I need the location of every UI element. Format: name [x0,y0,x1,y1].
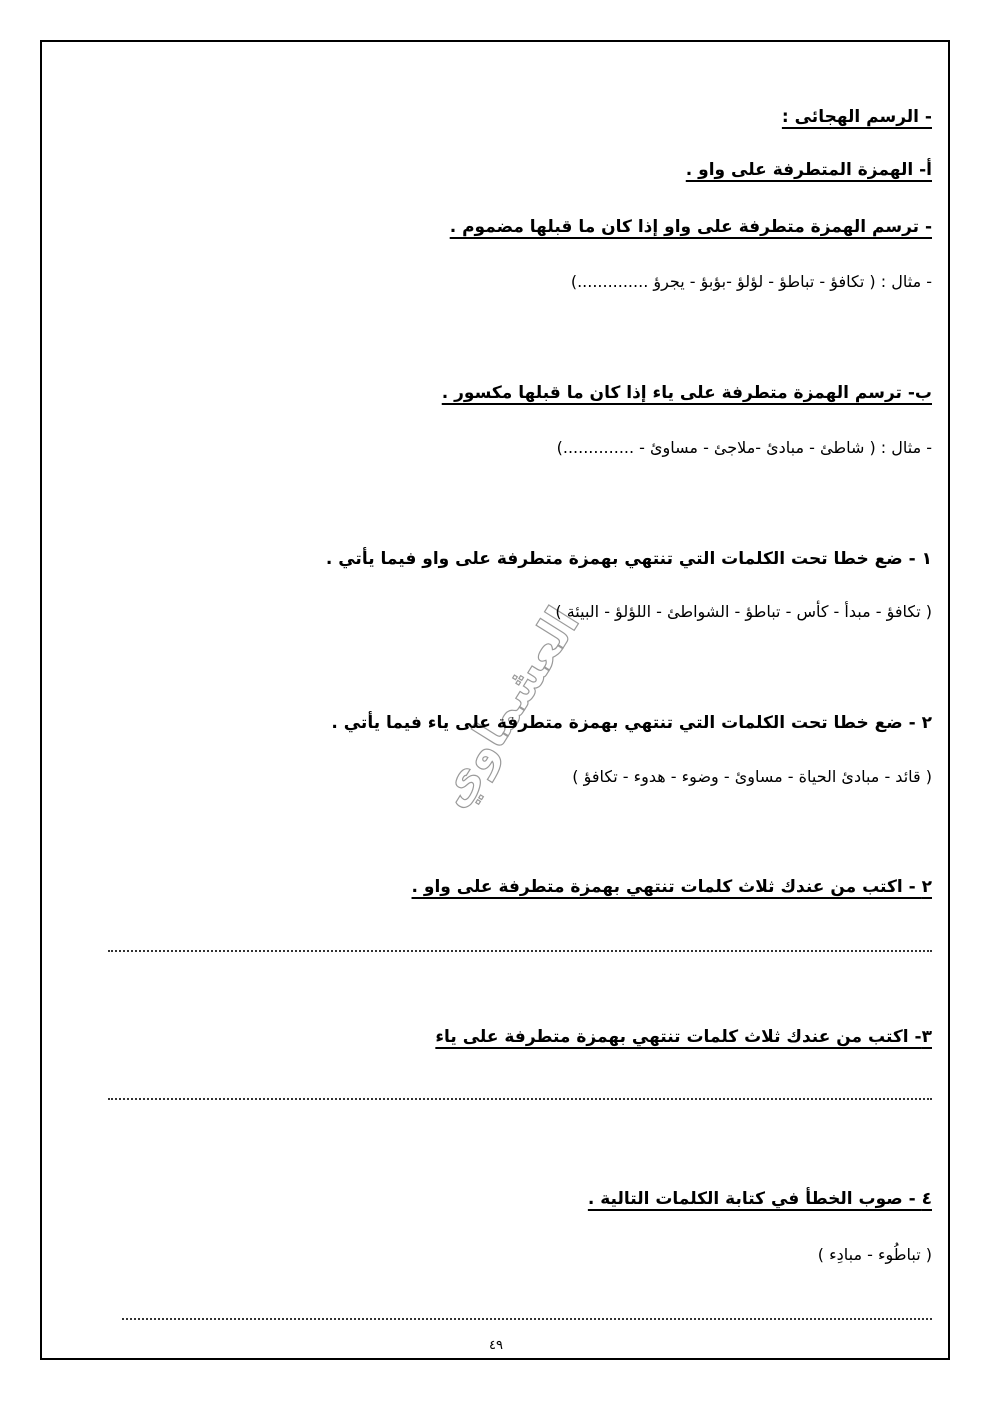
question-5-words: ( تباطُوء - مبادِء ) [817,1245,932,1264]
page-number: ٤٩ [489,1338,503,1353]
question-5-heading: ٤ - صوب الخطأ في كتابة الكلمات التالية . [587,1189,932,1209]
question-1-words: ( تكافؤ - مبدأ - كأس - تباطؤ - الشواطئ - اللؤلؤ - البيئة ) [555,602,932,621]
question-1-heading: ١ - ضع خطا تحت الكلمات التي تنتهي بهمزة متطرفة على واو فيما يأتي . [325,549,932,569]
section-a-example: - مثال : ( تكافؤ - تباطؤ - لؤلؤ -بؤبؤ - يجرؤ ..............) [570,272,932,291]
question-3-heading: ٢ - اكتب من عندك ثلاث كلمات تنتهي بهمزة متطرفة على واو . [411,877,932,897]
watermark-signature: العشماوي [424,597,590,817]
section-a-heading: أ- الهمزة المتطرفة على واو . [685,160,932,180]
answer-line-3[interactable] [108,950,932,952]
section-b-example: - مثال : ( شاطئ - مبادئ -ملاجئ - مساوئ - ..............) [556,438,932,457]
section-a-rule: - ترسم الهمزة متطرفة على واو إذا كان ما قبلها مضموم . [449,217,932,237]
section-b-rule: ب- ترسم الهمزة متطرفة على ياء إذا كان ما قبلها مكسور . [441,383,932,403]
question-2-heading: ٢ - ضع خطا تحت الكلمات التي تنتهي بهمزة متطرفة على ياء فيما يأتي . [331,713,932,733]
question-2-words: ( قائد - مبادئ الحياة - مساوئ - وضوء - هدوء - تكافؤ ) [572,767,932,786]
answer-line-5[interactable] [122,1318,932,1320]
page-title: - الرسم الهجائى : [781,107,932,127]
question-4-heading: ٣- اكتب من عندك ثلاث كلمات تنتهي بهمزة متطرفة على ياء [435,1027,932,1047]
answer-line-4[interactable] [108,1098,932,1100]
